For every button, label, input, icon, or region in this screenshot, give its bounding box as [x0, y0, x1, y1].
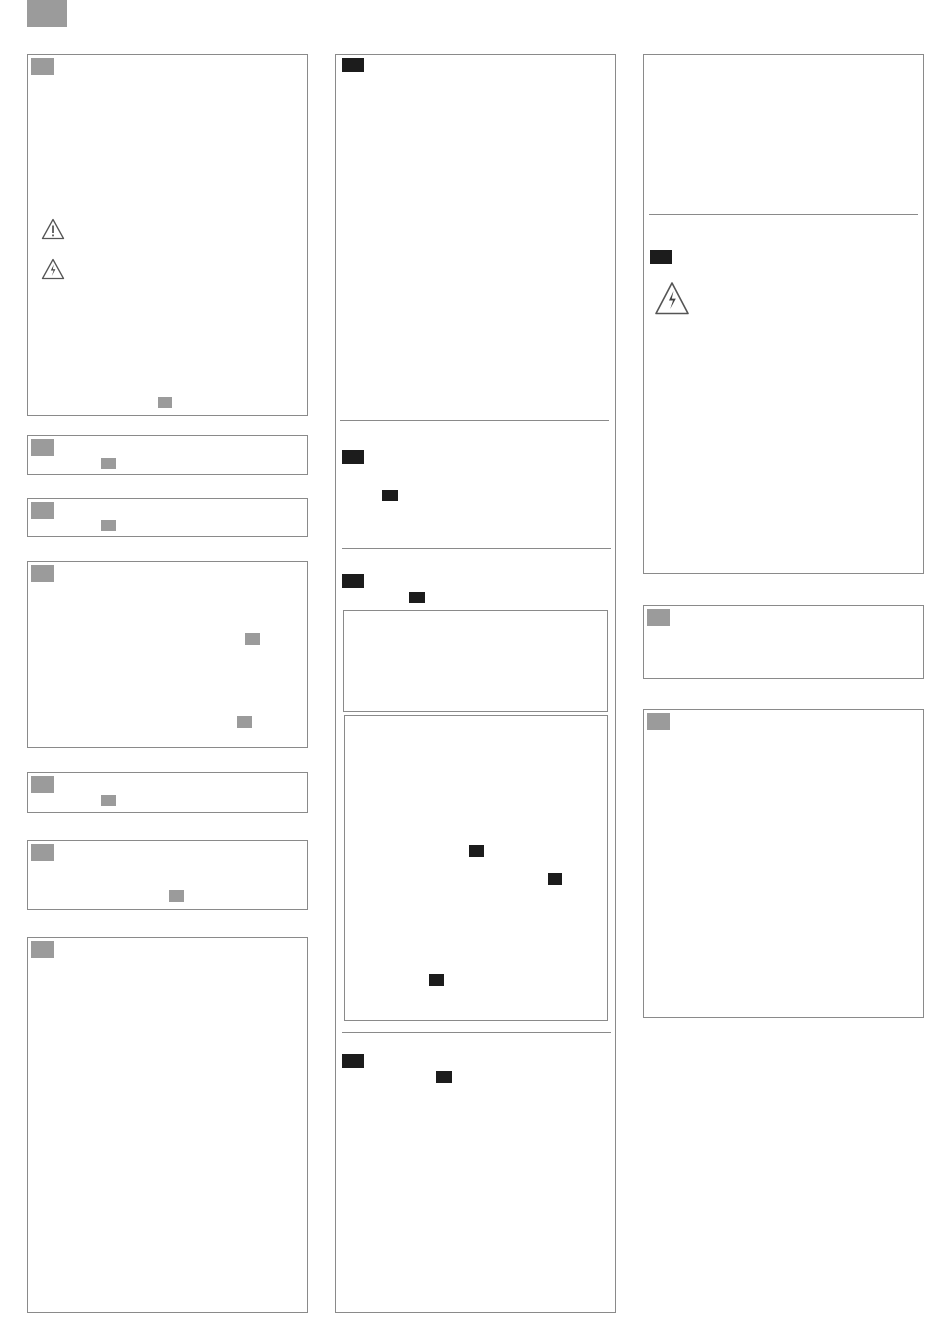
reference-marker [245, 633, 260, 645]
section-divider [340, 420, 609, 421]
section-box-7 [27, 937, 308, 1313]
reference-marker [409, 592, 425, 603]
inner-box-1 [343, 610, 608, 712]
section-marker [31, 439, 54, 456]
section-marker [647, 609, 670, 626]
section-marker [342, 450, 364, 464]
section-divider [649, 214, 918, 215]
section-marker [31, 565, 54, 582]
reference-marker [101, 520, 116, 531]
section-box-10 [643, 605, 924, 679]
section-box-5 [27, 772, 308, 813]
reference-marker [237, 716, 252, 728]
reference-marker [548, 873, 562, 885]
section-box-8 [335, 54, 616, 1313]
section-marker [31, 776, 54, 793]
section-box-1 [27, 54, 308, 416]
reference-marker [382, 490, 398, 501]
electric-hazard-icon [41, 258, 65, 280]
electric-hazard-icon [654, 281, 690, 316]
section-marker [342, 574, 364, 588]
section-box-6 [27, 840, 308, 910]
page-corner-marker [27, 0, 67, 27]
section-marker [31, 502, 54, 519]
inner-box-2 [344, 715, 608, 1021]
section-box-3 [27, 498, 308, 537]
section-box-2 [27, 435, 308, 475]
section-marker [647, 713, 670, 730]
section-divider [342, 548, 611, 549]
section-marker [31, 58, 54, 75]
reference-marker [169, 890, 184, 902]
section-marker [650, 250, 672, 264]
reference-marker [429, 974, 444, 986]
section-marker [31, 844, 54, 861]
section-divider [342, 1032, 611, 1033]
reference-marker [158, 397, 172, 408]
reference-marker [101, 458, 116, 469]
reference-marker [469, 845, 484, 857]
reference-marker [436, 1071, 452, 1083]
reference-marker [101, 795, 116, 806]
section-box-4 [27, 561, 308, 748]
section-box-11 [643, 709, 924, 1018]
warning-triangle-icon [41, 218, 65, 240]
section-marker [342, 58, 364, 72]
section-marker [342, 1054, 364, 1068]
section-marker [31, 941, 54, 958]
section-box-9 [643, 54, 924, 574]
